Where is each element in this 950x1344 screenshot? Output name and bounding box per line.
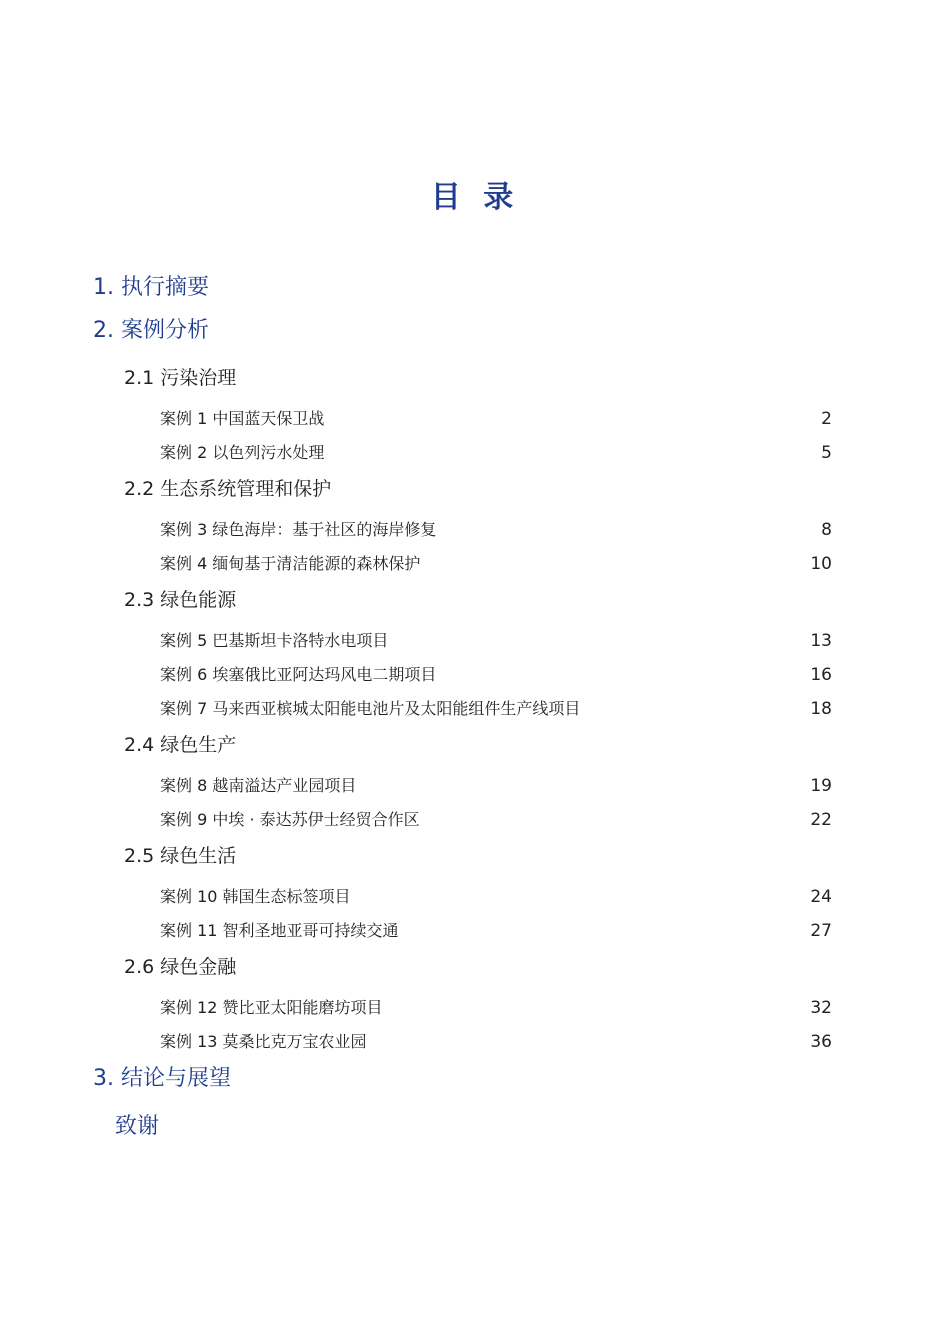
toc-subsection-green-energy[interactable]: 2.3 绿色能源 [124,589,237,611]
case-page-number: 27 [810,921,832,941]
case-title: 案例 7 马来西亚槟城太阳能电池片及太阳能组件生产线项目 [160,699,581,718]
toc-subsection-ecosystem[interactable]: 2.2 生态系统管理和保护 [124,478,332,500]
toc-case-row[interactable] [160,406,832,432]
case-page-number: 18 [810,699,832,719]
toc-subsection-green-finance[interactable]: 2.6 绿色金融 [124,956,237,978]
case-page-number: 2 [821,409,832,429]
toc-section-executive-summary[interactable]: 1. 执行摘要 [93,275,209,300]
toc-case-row[interactable] [160,551,832,577]
toc-case-row[interactable] [160,995,832,1021]
toc-case-row[interactable] [160,440,832,466]
page-title: 目 录 [430,180,520,215]
case-page-number: 22 [810,810,832,830]
case-page-number: 8 [821,520,832,540]
toc-subsection-green-living[interactable]: 2.5 绿色生活 [124,845,237,867]
toc-case-row[interactable] [160,884,832,910]
case-title: 案例 12 赞比亚太阳能磨坊项目 [160,998,383,1017]
case-title: 案例 5 巴基斯坦卡洛特水电项目 [160,631,389,650]
case-page-number: 32 [810,998,832,1018]
toc-case-row[interactable] [160,918,832,944]
case-title: 案例 2 以色列污水处理 [160,443,325,462]
case-title: 案例 4 缅甸基于清洁能源的森林保护 [160,554,421,573]
case-page-number: 16 [810,665,832,685]
toc-section-case-analysis[interactable]: 2. 案例分析 [93,318,209,343]
case-title: 案例 1 中国蓝天保卫战 [160,409,325,428]
case-title: 案例 6 埃塞俄比亚阿达玛风电二期项目 [160,665,437,684]
case-page-number: 10 [810,554,832,574]
case-page-number: 36 [810,1032,832,1052]
case-title: 案例 9 中埃 · 泰达苏伊士经贸合作区 [160,810,420,829]
toc-subsection-green-production[interactable]: 2.4 绿色生产 [124,734,237,756]
toc-case-row[interactable] [160,696,832,722]
case-title: 案例 10 韩国生态标签项目 [160,887,351,906]
case-page-number: 19 [810,776,832,796]
case-page-number: 5 [821,443,832,463]
toc-section-acknowledgements[interactable]: 致谢 [115,1114,160,1139]
case-page-number: 13 [810,631,832,651]
toc-case-row[interactable] [160,517,832,543]
case-title: 案例 3 绿色海岸：基于社区的海岸修复 [160,520,437,539]
toc-subsection-pollution[interactable]: 2.1 污染治理 [124,367,237,389]
toc-case-row[interactable] [160,628,832,654]
toc-case-row[interactable] [160,773,832,799]
case-title: 案例 11 智利圣地亚哥可持续交通 [160,921,399,940]
case-page-number: 24 [810,887,832,907]
toc-case-row[interactable] [160,662,832,688]
toc-section-conclusion[interactable]: 3. 结论与展望 [93,1066,231,1091]
toc-case-row[interactable] [160,1029,832,1055]
case-title: 案例 8 越南溢达产业园项目 [160,776,357,795]
toc-case-row[interactable] [160,807,832,833]
case-title: 案例 13 莫桑比克万宝农业园 [160,1032,367,1051]
